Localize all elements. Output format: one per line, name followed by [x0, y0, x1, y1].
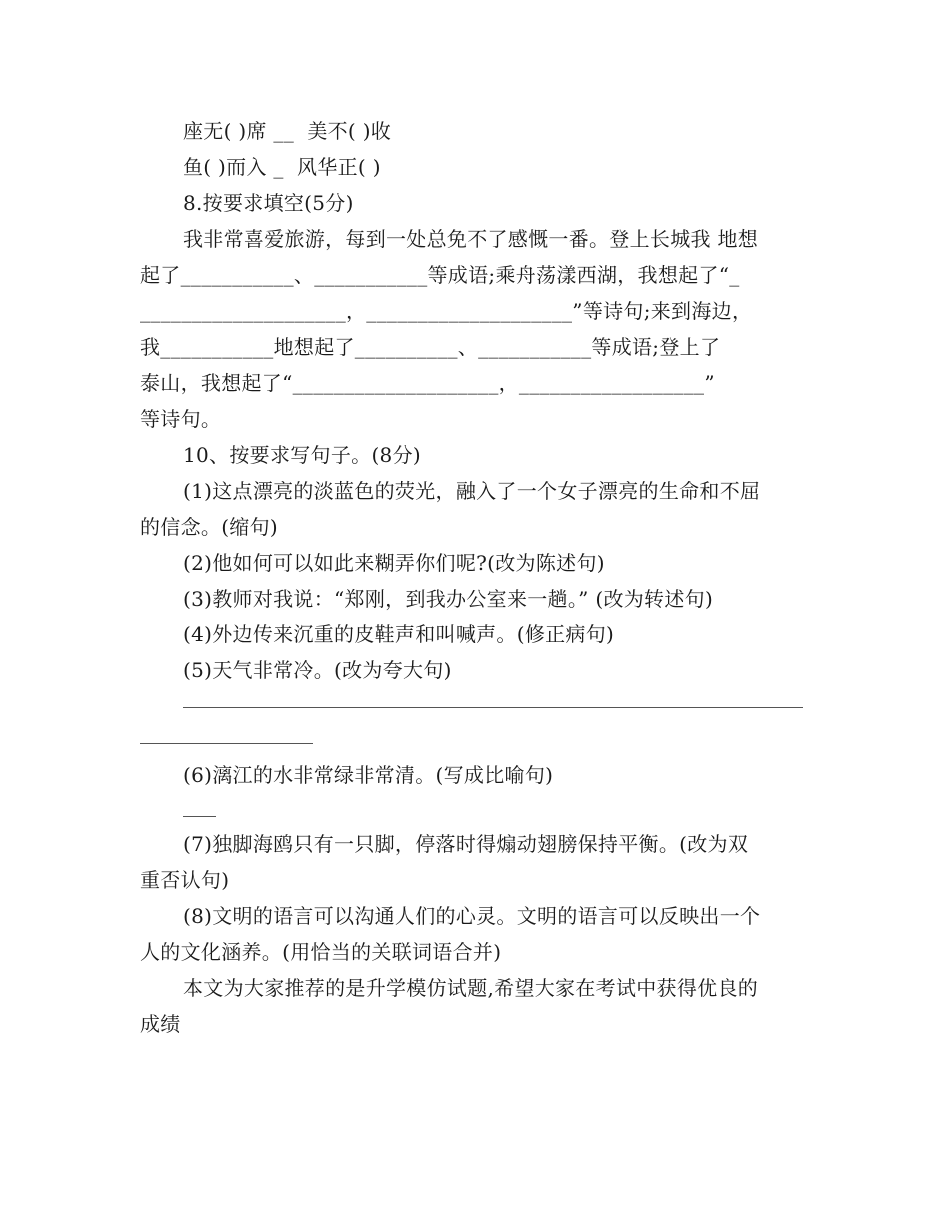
- question-10-heading: 10、按要求写句子。(8分): [183, 443, 421, 467]
- closing-line-1: 本文为大家推荐的是升学模仿试题,希望大家在考试中获得优良的: [183, 976, 759, 1000]
- question-8-text-line-4: 我___________地想起了__________、___________等成语;登上了: [140, 335, 721, 359]
- answer-line: [140, 743, 313, 744]
- item-5: (5)天气非常冷。(改为夸大句): [183, 658, 452, 682]
- item-7-line-2: 重否认句): [140, 868, 230, 892]
- item-3: (3)教师对我说：“郑刚，到我办公室来一趟。” (改为转述句): [183, 587, 714, 611]
- question-8-text-line-3: ____________________，____________________”等诗句;来到海边，: [140, 299, 753, 323]
- question-8-text-line-5: 泰山，我想起了“____________________，__________________”: [140, 371, 715, 395]
- item-8-line-1: (8)文明的语言可以沟通人们的心灵。文明的语言可以反映出一个: [183, 904, 761, 928]
- answer-line: [183, 816, 216, 817]
- answer-line: [183, 707, 803, 708]
- item-4: (4)外边传来沉重的皮鞋声和叫喊声。(修正病句): [183, 622, 615, 646]
- item-6: (6)漓江的水非常绿非常清。(写成比喻句): [183, 763, 554, 787]
- question-8-text-line-6: 等诗句。: [140, 407, 222, 431]
- question-8-text-line-1: 我非常喜爱旅游，每到一处总免不了感慨一番。登上长城我 地想: [183, 227, 759, 251]
- idiom-row-1: 座无( )席 __ 美不( )收: [183, 119, 392, 143]
- question-8-text-line-2: 起了___________、___________等成语;乘舟荡漾西湖，我想起了“_: [140, 263, 740, 287]
- item-7-line-1: (7)独脚海鸥只有一只脚，停落时得煽动翅膀保持平衡。(改为双: [183, 832, 749, 856]
- closing-line-2: 成绩: [140, 1012, 181, 1036]
- item-8-line-2: 人的文化涵养。(用恰当的关联词语合并): [140, 940, 502, 964]
- item-2: (2)他如何可以如此来糊弄你们呢?(改为陈述句): [183, 551, 605, 575]
- item-1-line-1: (1)这点漂亮的淡蓝色的荧光，融入了一个女子漂亮的生命和不屈: [183, 479, 761, 503]
- idiom-row-2: 鱼( )而入 _ 风华正( ): [183, 155, 381, 179]
- question-8-heading: 8.按要求填空(5分): [183, 191, 354, 215]
- item-1-line-2: 的信念。(缩句): [140, 515, 279, 539]
